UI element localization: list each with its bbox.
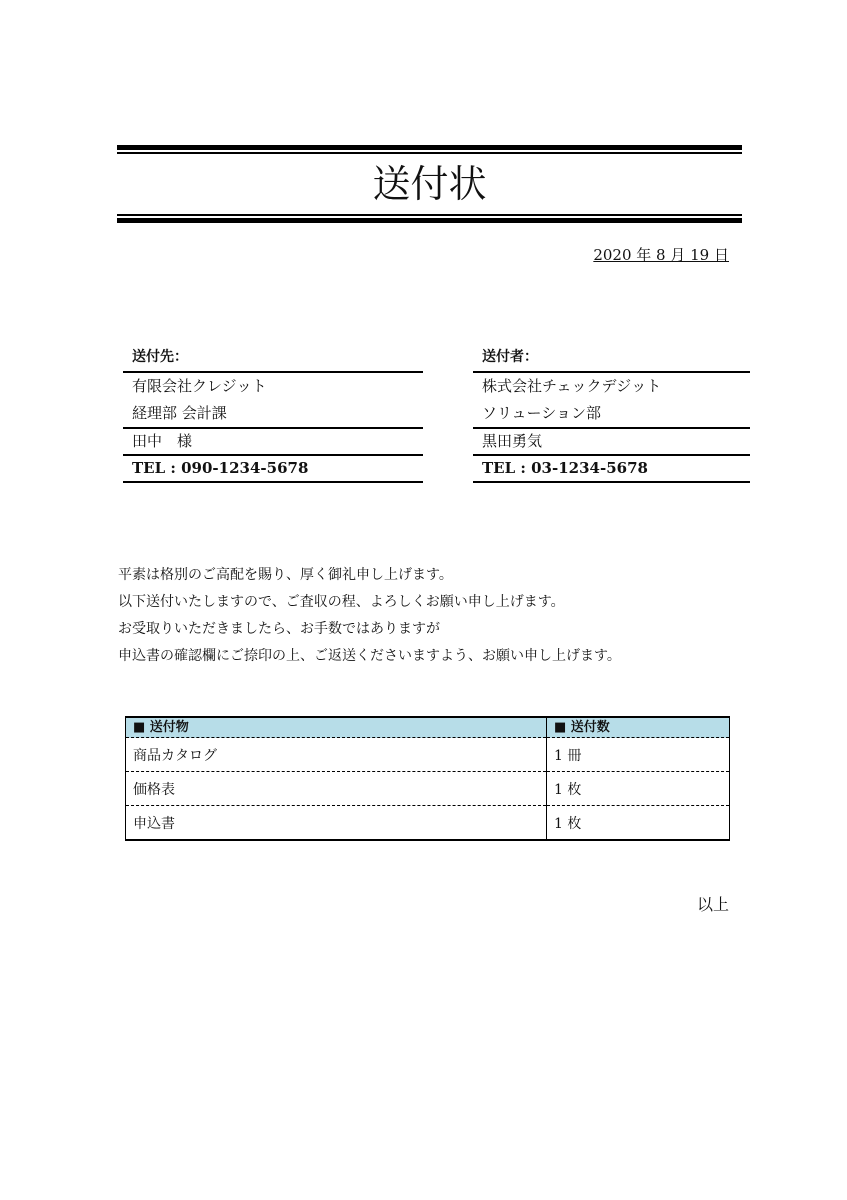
item-cell: 商品カタログ bbox=[126, 738, 547, 772]
sender-tel: TEL : 03-1234-5678 bbox=[473, 456, 750, 483]
table-row bbox=[126, 806, 730, 841]
recipient-company: 有限会社クレジット bbox=[132, 377, 267, 395]
sender-block bbox=[473, 343, 750, 483]
item-cell: 価格表 bbox=[126, 772, 547, 806]
sender-company: 株式会社チェックデジット bbox=[482, 377, 662, 395]
quantity-cell: 1 枚 bbox=[547, 772, 730, 806]
title-rule-bottom-thick bbox=[117, 218, 742, 223]
body-line: 平素は格別のご高配を賜り、厚く御礼申し上げます。 bbox=[118, 567, 453, 583]
column-header-item: ■ 送付物 bbox=[126, 717, 547, 738]
letter-body bbox=[118, 562, 621, 670]
body-line: お受取りいただきましたら、お手数ではありますが bbox=[118, 621, 440, 637]
quantity-cell: 1 冊 bbox=[547, 738, 730, 772]
column-header-quantity: ■ 送付数 bbox=[547, 717, 730, 738]
quantity-cell: 1 枚 bbox=[547, 806, 730, 841]
sender-label: 送付者： bbox=[473, 343, 750, 373]
body-line: 申込書の確認欄にご捺印の上、ご返送くださいますよう、お願い申し上げます。 bbox=[118, 648, 621, 664]
table-row bbox=[126, 772, 730, 806]
body-line: 以下送付いたしますので、ご査収の程、よろしくお願い申し上げます。 bbox=[118, 594, 565, 610]
closing-remark: 以上 bbox=[696, 895, 729, 914]
document-title: 送付状 bbox=[372, 162, 487, 206]
title-rule-top-thick bbox=[117, 145, 742, 150]
enclosure-table bbox=[125, 716, 730, 841]
document-date: 2020 年 8 月 19 日 bbox=[593, 246, 729, 264]
recipient-department: 経理部 会計課 bbox=[132, 404, 227, 422]
sender-name: 黒田勇気 bbox=[473, 429, 750, 456]
table-row bbox=[126, 738, 730, 772]
recipient-name: 田中 様 bbox=[123, 429, 423, 456]
item-cell: 申込書 bbox=[126, 806, 547, 841]
title-rule-top-thin bbox=[117, 152, 742, 154]
title-rule-bottom-thin bbox=[117, 214, 742, 216]
recipient-block bbox=[123, 343, 423, 483]
recipient-tel: TEL : 090-1234-5678 bbox=[123, 456, 423, 483]
recipient-label: 送付先： bbox=[123, 343, 423, 373]
sender-department: ソリューション部 bbox=[482, 404, 601, 422]
table-header-row bbox=[126, 717, 730, 738]
